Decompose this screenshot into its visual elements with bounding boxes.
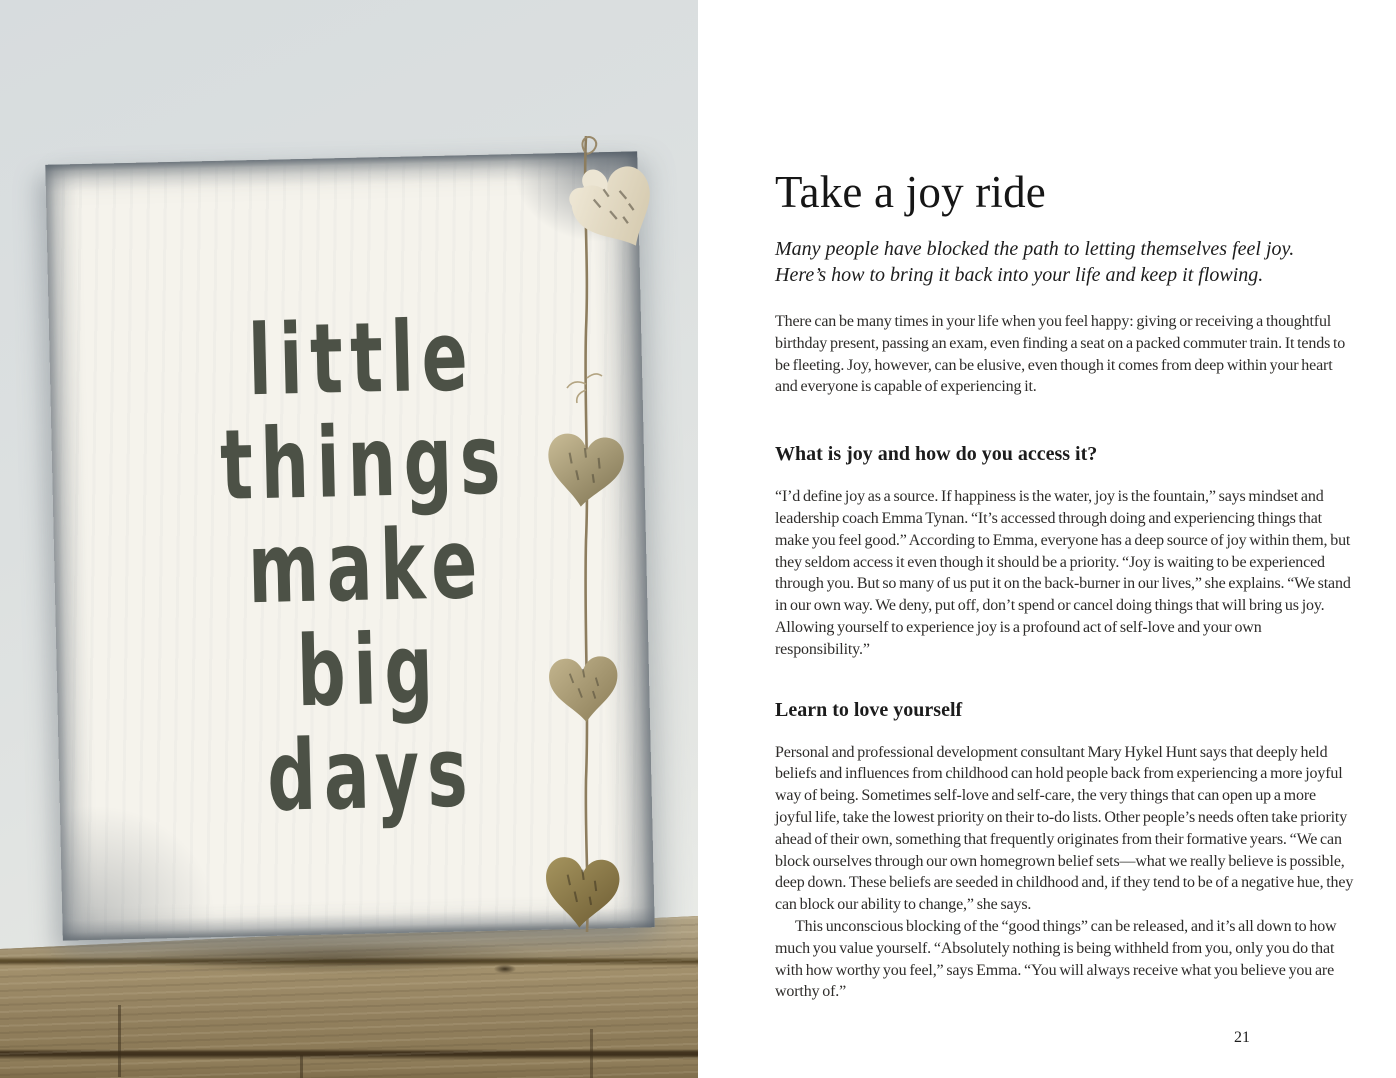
- paragraph-what-is-joy: “I’d define joy as a source. If happiness is the water, joy is the fountain,” says mindset and leadership coach Emma Tynan. “It’s accessed through doing and experiencing things that make you feel good.” According to Emma, everyone has a deep source of joy within them, but they seldom access it even though it should be a priority. “Joy is waiting to be experienced through you. But so many of us put it on the back-burner in our lives,” she explains. “We stand in our own way. We deny, put off, don’t spend or cancel doing things that will bring us joy. Allowing yourself to experience joy is a profound act of self-love and your own responsibility.”: [775, 488, 1351, 658]
- birch-heart-icon: [543, 432, 626, 511]
- paragraph-unconscious-blocking: This unconscious blocking of the “good things” can be released, and it’s all down to how much you value yourself. “Absolutely nothing is being withheld from you, only you do that with how worthy you feel,” says Emma. “You will always receive what you believe you are worthy of.”: [775, 917, 1337, 1001]
- sign-line: big: [295, 611, 442, 729]
- paragraph-intro: There can be many times in your life when you feel happy: giving or receiving a thoughtful birthday present, passing an exam, even finding a seat on a packed commuter train. It tends to be fleeting. Joy, however, can be elusive, even though it comes from deep within your heart and everyone is capable of experiencing it.: [775, 313, 1346, 396]
- section-heading-love-yourself: Learn to love yourself: [775, 698, 963, 721]
- birch-heart-icon: [543, 856, 621, 930]
- birch-heart-icon: [565, 159, 672, 264]
- standfirst: [775, 236, 1355, 288]
- page-title: Take a joy ride: [775, 167, 1046, 217]
- sign-line: days: [266, 715, 477, 833]
- standfirst-line: Here’s how to bring it back into your life and keep it flowing.: [775, 264, 1264, 286]
- article-page: [698, 0, 1396, 1078]
- sign-line: little: [246, 299, 477, 418]
- section-heading-what-is-joy: What is joy and how do you access it?: [775, 443, 1098, 466]
- page-number: 21: [1234, 1029, 1250, 1046]
- sign-line: things: [219, 402, 510, 522]
- sign-line: make: [246, 506, 487, 626]
- article-copy: [775, 167, 1355, 1003]
- paragraph-love-yourself: Personal and professional development consultant Mary Hykel Hunt says that deeply held beliefs and influences from childhood can hold people back from experiencing a more joyful way of being. Sometimes self-love and self-care, the very things that can open up a more joyful life, take the lowest priority on their to-do lists. Other people’s needs often take priority ahead of their own, something that frequently originates from their formative years. “We can block ourselves through our own homegrown belief sets—what we really believe is possible, deep down. These beliefs are seeded in childhood and, if they tend to be of a negative hue, they can block our ability to change,” she says.: [775, 743, 1354, 914]
- birch-heart-icon: [548, 655, 621, 724]
- standfirst-line: Many people have blocked the path to letting themselves feel joy.: [775, 238, 1295, 260]
- twine-string: [567, 136, 602, 932]
